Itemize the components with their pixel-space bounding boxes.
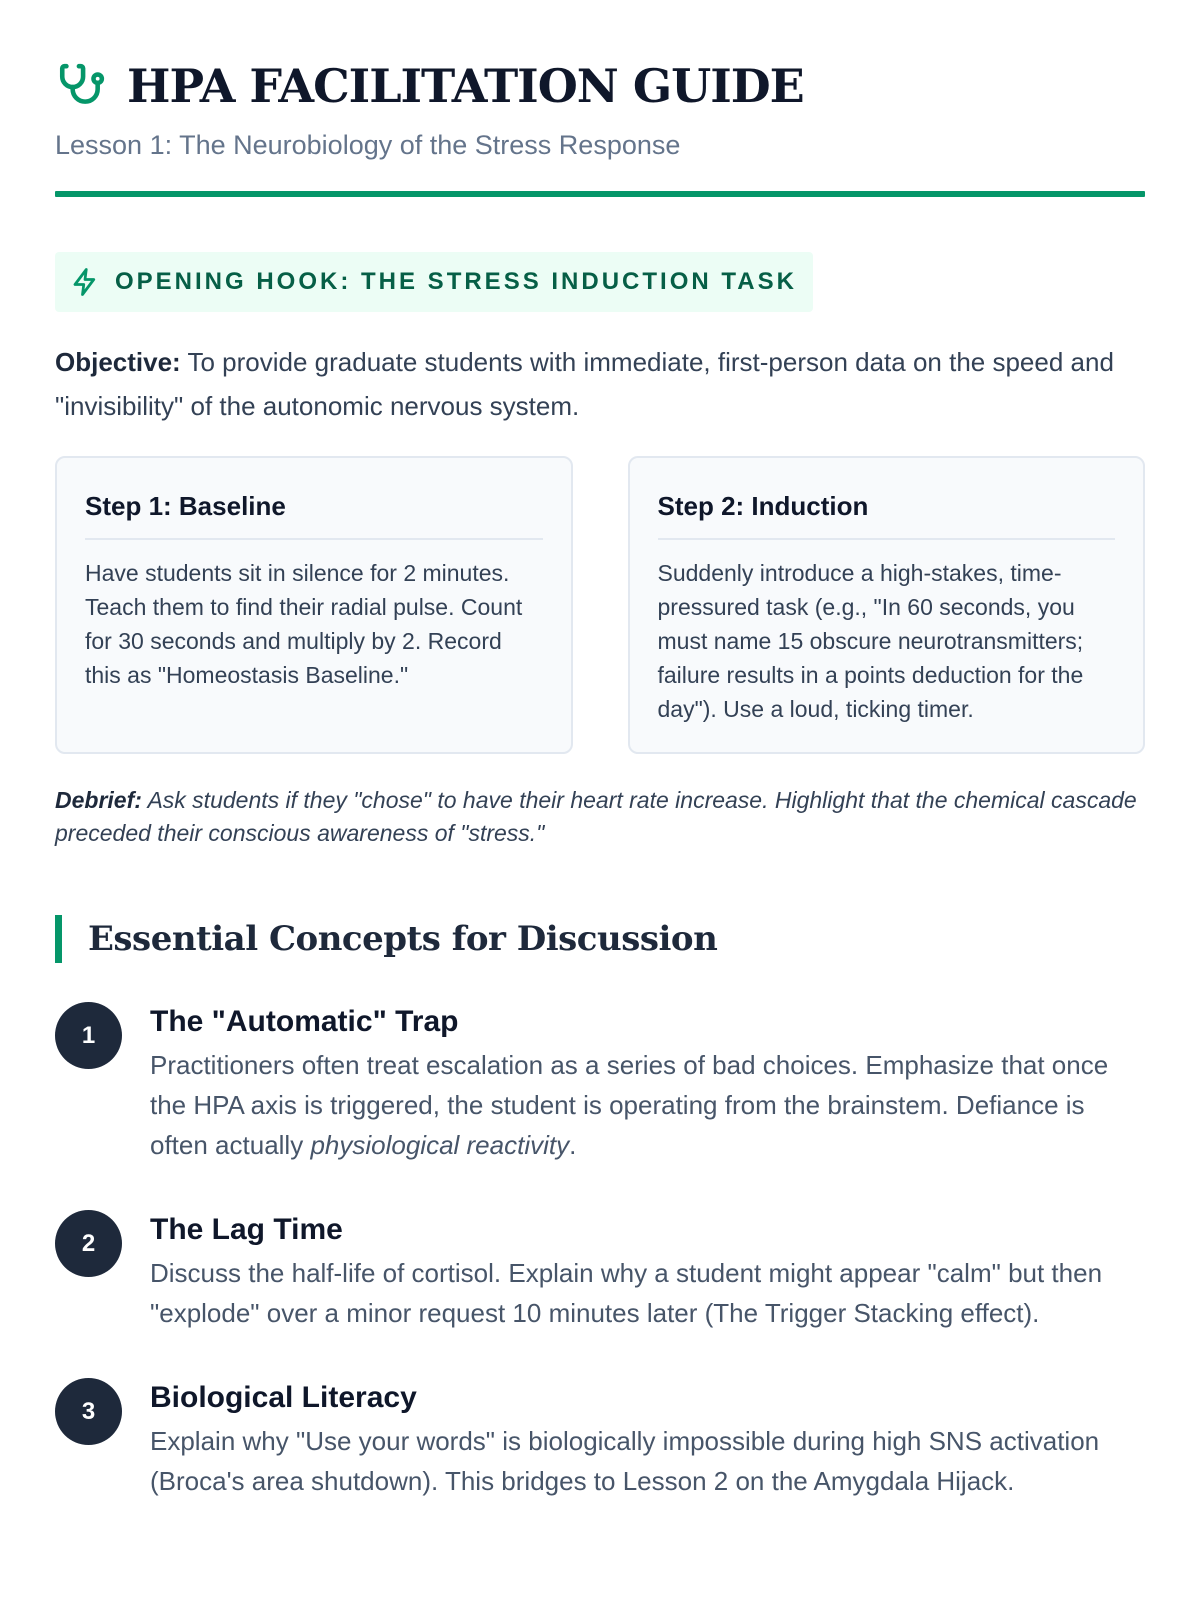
debrief-paragraph [55,784,1145,850]
step-title: Step 2: Induction [657,491,869,521]
concept-body-text: Practitioners often treat escalation as a series of bad choices. Emphasize that once the HPA axis is triggered, the student is operating from the brainstem. Defiance is often actually [150,1050,1109,1160]
step-title: Step 1: Baseline [85,491,286,521]
concept-body-emphasis: physiological reactivity [310,1130,570,1160]
step-divider [85,538,543,540]
concept-title: The "Automatic" Trap [150,1005,459,1038]
debrief-text: Ask students if they "chose" to have their heart rate increase. Highlight that the chemical cascade preceded their conscious awareness of "stress." [55,787,1137,846]
concept-number-badge: 1 [55,1002,122,1069]
section-heading [55,915,1145,963]
header-divider [55,191,1145,197]
concept-body: Discuss the half-life of cortisol. Explain why a student might appear "calm" but then "explode" over a minor request 10 minutes later (The Trigger Stacking effect). [150,1258,1103,1328]
concept-content [150,1001,1145,1165]
concept-content [150,1209,1145,1333]
step-card-baseline [55,456,573,754]
step-card-induction [628,456,1146,754]
stethoscope-icon [55,60,107,112]
debrief-label: Debrief: [55,787,142,813]
section-title: Essential Concepts for Discussion [88,919,718,959]
concept-item [55,1377,1145,1501]
page-subtitle: Lesson 1: The Neurobiology of the Stress Response [55,130,681,160]
objective-paragraph [55,340,1145,428]
objective-text: To provide graduate students with immediate, first-person data on the speed and "invisibility" of the autonomic nervous system. [55,347,1114,421]
concept-number-badge: 3 [55,1378,122,1445]
concept-body: Explain why "Use your words" is biologically impossible during high SNS activation (Broca's area shutdown). This bridges to Lesson 2 on the Amygdala Hijack. [150,1426,1100,1496]
concept-title: Biological Literacy [150,1381,417,1414]
concept-item [55,1209,1145,1333]
step-body: Have students sit in silence for 2 minutes. Teach them to find their radial pulse. Count for 30 seconds and multiply by 2. Record this as "Homeostasis Baseline." [85,560,523,688]
objective-label: Objective: [55,347,181,377]
concept-body [150,1045,1145,1165]
opening-hook-badge [55,252,813,312]
concept-content [150,1377,1145,1501]
concept-title: The Lag Time [150,1213,343,1246]
step-cards [55,456,1145,754]
concept-body-end: . [569,1130,577,1160]
step-body: Suddenly introduce a high-stakes, time-pressured task (e.g., "In 60 seconds, you must name 15 obscure neurotransmitters; failure results in a points deduction for the day"). Use a loud, ticking timer. [657,560,1084,722]
page-title: HPA FACILITATION GUIDE [127,59,804,113]
section-accent-bar [55,915,62,963]
lightning-bolt-icon [69,266,101,298]
header [55,56,1145,116]
step-divider [658,538,1116,540]
concept-list [55,1001,1145,1501]
concept-number-badge: 2 [55,1210,122,1277]
opening-hook-label: OPENING HOOK: THE STRESS INDUCTION TASK [115,268,797,295]
concept-item [55,1001,1145,1165]
